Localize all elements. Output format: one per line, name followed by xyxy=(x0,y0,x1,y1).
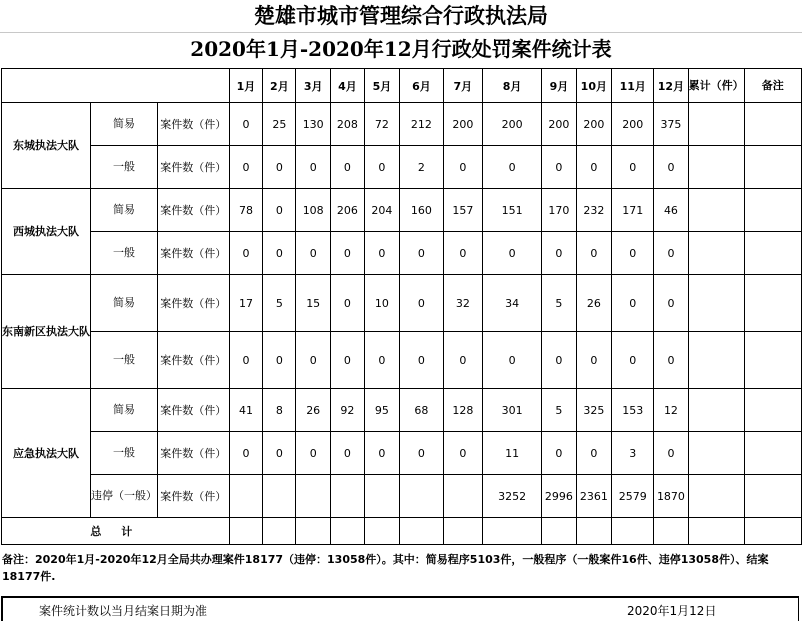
month-header: 6月 xyxy=(400,69,444,103)
table-row xyxy=(2,389,802,432)
month-value-cell: 130 xyxy=(296,103,331,146)
month-value-cell: 0 xyxy=(229,332,263,389)
month-value-cell: 0 xyxy=(330,275,364,332)
document-subtitle: 2020年1月-2020年12月行政处罚案件统计表 xyxy=(190,37,612,61)
team-name-cell: 东城执法大队 xyxy=(2,103,91,189)
month-value-cell: 92 xyxy=(330,389,364,432)
month-value-cell: 200 xyxy=(576,103,612,146)
total-value-cell xyxy=(654,518,688,545)
month-value-cell: 0 xyxy=(229,232,263,275)
cumulative-cell xyxy=(688,146,744,189)
cumulative-cell xyxy=(688,475,744,518)
month-value-cell: 25 xyxy=(263,103,296,146)
month-value-cell: 200 xyxy=(612,103,654,146)
remark-cell xyxy=(744,475,801,518)
month-value-cell: 78 xyxy=(229,189,263,232)
procedure-type-cell: 一般 xyxy=(91,332,158,389)
month-header: 7月 xyxy=(443,69,482,103)
procedure-type-cell: 简易 xyxy=(91,189,158,232)
month-value-cell: 206 xyxy=(330,189,364,232)
month-value-cell: 0 xyxy=(443,146,482,189)
month-value-cell: 0 xyxy=(443,332,482,389)
row-label-cell: 案件数（件） xyxy=(158,432,230,475)
month-header: 4月 xyxy=(330,69,364,103)
month-value-cell: 170 xyxy=(542,189,576,232)
month-value-cell: 0 xyxy=(654,275,688,332)
month-value-cell: 0 xyxy=(576,432,612,475)
month-value-cell: 2 xyxy=(400,146,444,189)
month-value-cell: 1870 xyxy=(654,475,688,518)
month-value-cell: 0 xyxy=(654,232,688,275)
procedure-type-cell: 一般 xyxy=(91,146,158,189)
month-value-cell: 0 xyxy=(296,432,331,475)
row-label-cell: 案件数（件） xyxy=(158,475,230,518)
month-value-cell: 0 xyxy=(400,232,444,275)
month-value-cell: 0 xyxy=(296,332,331,389)
month-value-cell: 0 xyxy=(482,146,541,189)
cumulative-cell xyxy=(688,332,744,389)
total-value-cell xyxy=(296,518,331,545)
month-value-cell: 0 xyxy=(654,332,688,389)
total-value-cell xyxy=(400,518,444,545)
row-label-cell: 案件数（件） xyxy=(158,232,230,275)
month-value-cell: 0 xyxy=(229,146,263,189)
month-value-cell: 0 xyxy=(364,332,399,389)
month-value-cell xyxy=(443,475,482,518)
month-value-cell: 325 xyxy=(576,389,612,432)
month-value-cell: 32 xyxy=(443,275,482,332)
procedure-type-cell: 一般 xyxy=(91,232,158,275)
month-value-cell: 0 xyxy=(263,146,296,189)
month-value-cell: 0 xyxy=(364,432,399,475)
month-value-cell: 301 xyxy=(482,389,541,432)
month-value-cell: 212 xyxy=(400,103,444,146)
table-row xyxy=(2,332,802,389)
total-value-cell xyxy=(364,518,399,545)
table-row xyxy=(2,475,802,518)
remark-cell xyxy=(744,232,801,275)
divider xyxy=(0,32,802,33)
month-value-cell: 232 xyxy=(576,189,612,232)
month-value-cell: 0 xyxy=(482,332,541,389)
total-value-cell xyxy=(542,518,576,545)
month-value-cell: 34 xyxy=(482,275,541,332)
month-value-cell: 0 xyxy=(400,332,444,389)
month-value-cell: 151 xyxy=(482,189,541,232)
remark-cell xyxy=(744,103,801,146)
remark-cell xyxy=(744,275,801,332)
cumulative-cell xyxy=(688,432,744,475)
remark-cell xyxy=(744,432,801,475)
procedure-type-cell: 一般 xyxy=(91,432,158,475)
cumulative-header: 累计（件） xyxy=(688,69,744,103)
month-value-cell: 8 xyxy=(263,389,296,432)
total-value-cell xyxy=(744,518,801,545)
month-value-cell: 0 xyxy=(612,275,654,332)
month-value-cell xyxy=(330,475,364,518)
month-value-cell: 10 xyxy=(364,275,399,332)
month-value-cell xyxy=(263,475,296,518)
row-label-cell: 案件数（件） xyxy=(158,146,230,189)
month-value-cell: 200 xyxy=(482,103,541,146)
month-value-cell: 128 xyxy=(443,389,482,432)
team-name-cell: 西城执法大队 xyxy=(2,189,91,275)
month-value-cell: 0 xyxy=(576,332,612,389)
month-value-cell: 5 xyxy=(542,275,576,332)
row-label-cell: 案件数（件） xyxy=(158,389,230,432)
procedure-type-cell: 简易 xyxy=(91,103,158,146)
cumulative-cell xyxy=(688,232,744,275)
total-value-cell xyxy=(688,518,744,545)
month-value-cell: 0 xyxy=(654,432,688,475)
month-value-cell: 0 xyxy=(443,232,482,275)
month-value-cell: 0 xyxy=(263,432,296,475)
month-header: 5月 xyxy=(364,69,399,103)
month-value-cell xyxy=(364,475,399,518)
row-label-cell: 案件数（件） xyxy=(158,275,230,332)
month-value-cell: 0 xyxy=(296,146,331,189)
document-title: 楚雄市城市管理综合行政执法局 xyxy=(254,3,548,28)
total-value-cell xyxy=(229,518,263,545)
month-value-cell: 0 xyxy=(542,146,576,189)
month-value-cell: 0 xyxy=(400,275,444,332)
row-label-cell: 案件数（件） xyxy=(158,103,230,146)
table-row xyxy=(2,232,802,275)
month-value-cell: 200 xyxy=(443,103,482,146)
month-header: 10月 xyxy=(576,69,612,103)
month-value-cell: 5 xyxy=(263,275,296,332)
table-row xyxy=(2,189,802,232)
cumulative-cell xyxy=(688,103,744,146)
table-row xyxy=(2,275,802,332)
total-value-cell xyxy=(263,518,296,545)
month-value-cell: 15 xyxy=(296,275,331,332)
month-value-cell: 171 xyxy=(612,189,654,232)
month-value-cell: 17 xyxy=(229,275,263,332)
month-value-cell: 0 xyxy=(654,146,688,189)
month-value-cell xyxy=(296,475,331,518)
footer-date: 2020年1月12日 xyxy=(627,604,717,618)
month-value-cell: 0 xyxy=(330,432,364,475)
remark-cell xyxy=(744,189,801,232)
statistics-table xyxy=(1,68,802,545)
month-header: 12月 xyxy=(654,69,688,103)
month-value-cell: 0 xyxy=(263,232,296,275)
month-value-cell: 46 xyxy=(654,189,688,232)
month-value-cell: 0 xyxy=(229,432,263,475)
summary-note: 备注：2020年1月-2020年12月全局共办理案件18177（违停：13058件）。其中：简易程序5103件，一般程序（一般案件16件、违停13058件）、结案18177件. xyxy=(2,553,769,583)
month-value-cell: 0 xyxy=(612,146,654,189)
month-value-cell: 2996 xyxy=(542,475,576,518)
month-value-cell: 3252 xyxy=(482,475,541,518)
row-label-cell: 案件数（件） xyxy=(158,189,230,232)
header-row xyxy=(2,69,802,103)
total-value-cell xyxy=(482,518,541,545)
month-header: 8月 xyxy=(482,69,541,103)
footer-bar xyxy=(1,596,799,621)
procedure-type-cell: 简易 xyxy=(91,389,158,432)
month-value-cell xyxy=(400,475,444,518)
month-value-cell: 5 xyxy=(542,389,576,432)
total-value-cell xyxy=(612,518,654,545)
total-row xyxy=(2,518,802,545)
team-name-cell: 东南新区执法大队 xyxy=(2,275,91,389)
month-value-cell: 0 xyxy=(330,332,364,389)
month-value-cell: 26 xyxy=(576,275,612,332)
month-value-cell: 0 xyxy=(296,232,331,275)
cumulative-cell xyxy=(688,389,744,432)
month-header: 1月 xyxy=(229,69,263,103)
month-value-cell xyxy=(229,475,263,518)
month-value-cell: 0 xyxy=(400,432,444,475)
month-value-cell: 11 xyxy=(482,432,541,475)
month-value-cell: 0 xyxy=(542,332,576,389)
cumulative-cell xyxy=(688,275,744,332)
month-value-cell: 0 xyxy=(482,232,541,275)
month-value-cell: 0 xyxy=(263,189,296,232)
remark-cell xyxy=(744,389,801,432)
month-value-cell: 2361 xyxy=(576,475,612,518)
team-name-cell: 应急执法大队 xyxy=(2,389,91,518)
month-value-cell: 41 xyxy=(229,389,263,432)
remark-cell xyxy=(744,146,801,189)
month-header: 3月 xyxy=(296,69,331,103)
total-value-cell xyxy=(330,518,364,545)
month-header: 2月 xyxy=(263,69,296,103)
month-value-cell: 0 xyxy=(364,146,399,189)
month-value-cell: 0 xyxy=(542,232,576,275)
month-value-cell: 200 xyxy=(542,103,576,146)
month-value-cell: 0 xyxy=(443,432,482,475)
remark-header: 备注 xyxy=(744,69,801,103)
total-value-cell xyxy=(576,518,612,545)
month-value-cell: 160 xyxy=(400,189,444,232)
month-value-cell: 157 xyxy=(443,189,482,232)
month-value-cell: 3 xyxy=(612,432,654,475)
month-value-cell: 375 xyxy=(654,103,688,146)
month-value-cell: 153 xyxy=(612,389,654,432)
table-row xyxy=(2,146,802,189)
month-value-cell: 72 xyxy=(364,103,399,146)
month-header: 11月 xyxy=(612,69,654,103)
header-blank-cell xyxy=(2,69,230,103)
procedure-type-cell: 简易 xyxy=(91,275,158,332)
month-value-cell: 204 xyxy=(364,189,399,232)
month-value-cell: 0 xyxy=(576,146,612,189)
month-value-cell: 0 xyxy=(229,103,263,146)
month-value-cell: 0 xyxy=(612,232,654,275)
cumulative-cell xyxy=(688,189,744,232)
month-value-cell: 208 xyxy=(330,103,364,146)
month-value-cell: 95 xyxy=(364,389,399,432)
month-value-cell: 12 xyxy=(654,389,688,432)
month-value-cell: 0 xyxy=(330,146,364,189)
total-label-cell: 总 计 xyxy=(2,518,230,545)
table-row xyxy=(2,432,802,475)
table-row xyxy=(2,103,802,146)
total-value-cell xyxy=(443,518,482,545)
month-value-cell: 0 xyxy=(542,432,576,475)
month-value-cell: 0 xyxy=(263,332,296,389)
procedure-type-cell: 违停（一般） xyxy=(91,475,158,518)
month-header: 9月 xyxy=(542,69,576,103)
remark-cell xyxy=(744,332,801,389)
month-value-cell: 0 xyxy=(612,332,654,389)
row-label-cell: 案件数（件） xyxy=(158,332,230,389)
month-value-cell: 0 xyxy=(330,232,364,275)
month-value-cell: 2579 xyxy=(612,475,654,518)
month-value-cell: 68 xyxy=(400,389,444,432)
month-value-cell: 0 xyxy=(576,232,612,275)
month-value-cell: 26 xyxy=(296,389,331,432)
month-value-cell: 0 xyxy=(364,232,399,275)
footer-note: 案件统计数以当月结案日期为准 xyxy=(39,604,208,618)
month-value-cell: 108 xyxy=(296,189,331,232)
